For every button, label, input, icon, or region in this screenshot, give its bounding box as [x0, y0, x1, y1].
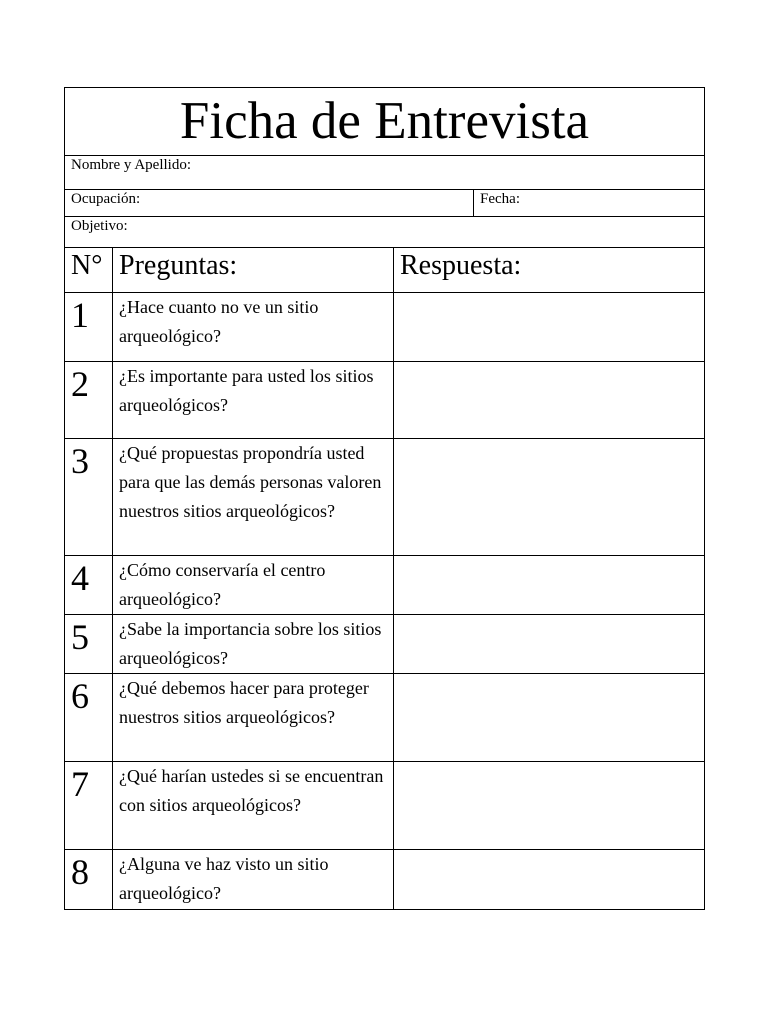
name-field[interactable]: [65, 156, 705, 190]
answer-cell[interactable]: [394, 615, 705, 674]
question-number: 3: [65, 439, 113, 556]
question-text: ¿Sabe la importancia sobre los sitios arqueológicos?: [113, 615, 394, 674]
date-label: Fecha:: [480, 191, 520, 207]
question-number: 1: [65, 293, 113, 362]
occupation-field[interactable]: [65, 190, 474, 217]
question-text: ¿Qué harían ustedes si se encuentran con sitios arqueológicos?: [113, 762, 394, 850]
name-label: Nombre y Apellido:: [71, 157, 191, 173]
answer-cell[interactable]: [394, 850, 705, 910]
title-cell: [65, 88, 705, 156]
answer-header: Respuesta:: [394, 248, 705, 293]
answer-cell[interactable]: [394, 362, 705, 439]
table-row: [65, 674, 705, 762]
question-number: 4: [65, 556, 113, 615]
answer-cell[interactable]: [394, 674, 705, 762]
interview-form: [64, 87, 704, 910]
table-row: [65, 615, 705, 674]
question-number: 5: [65, 615, 113, 674]
question-text: ¿Alguna ve haz visto un sitio arqueológico?: [113, 850, 394, 910]
date-field[interactable]: [474, 190, 705, 217]
table-row: [65, 850, 705, 910]
question-text: ¿Qué propuestas propondría usted para que las demás personas valoren nuestros sitios arqueológicos?: [113, 439, 394, 556]
table-row: [65, 762, 705, 850]
question-text: ¿Qué debemos hacer para proteger nuestros sitios arqueológicos?: [113, 674, 394, 762]
table-row: [65, 556, 705, 615]
objective-field[interactable]: [65, 217, 705, 248]
occupation-label: Ocupación:: [71, 191, 141, 207]
objective-label: Objetivo:: [71, 218, 128, 234]
table-header-row: [65, 248, 705, 293]
table-row: [65, 439, 705, 556]
questions-header: Preguntas:: [113, 248, 394, 293]
answer-cell[interactable]: [394, 556, 705, 615]
question-text: ¿Hace cuanto no ve un sitio arqueológico?: [113, 293, 394, 362]
questions-table: [64, 247, 705, 910]
form-header-table: [64, 87, 705, 248]
answer-cell[interactable]: [394, 762, 705, 850]
table-row: [65, 362, 705, 439]
question-number: 2: [65, 362, 113, 439]
question-text: ¿Es importante para usted los sitios arqueológicos?: [113, 362, 394, 439]
table-row: [65, 293, 705, 362]
question-number: 7: [65, 762, 113, 850]
answer-cell[interactable]: [394, 439, 705, 556]
question-number: 6: [65, 674, 113, 762]
answer-cell[interactable]: [394, 293, 705, 362]
form-title: Ficha de Entrevista: [179, 91, 590, 150]
question-number: 8: [65, 850, 113, 910]
number-header: N°: [65, 248, 113, 293]
question-text: ¿Cómo conservaría el centro arqueológico?: [113, 556, 394, 615]
